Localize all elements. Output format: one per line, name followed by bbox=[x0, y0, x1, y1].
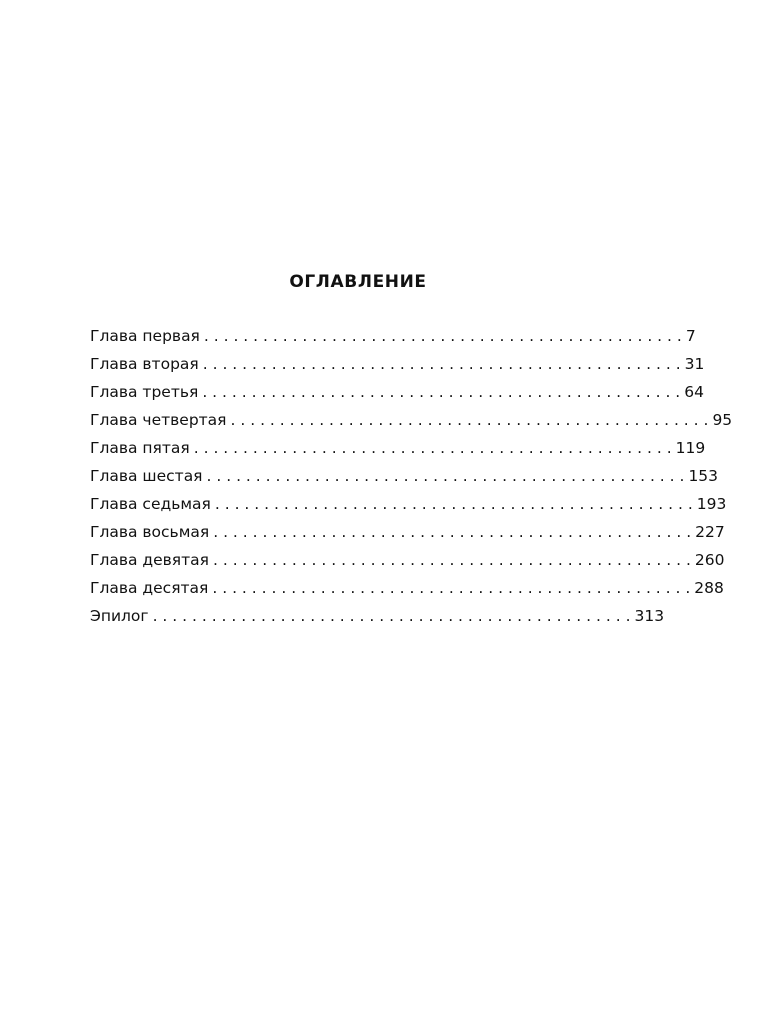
toc-entry-page: 313 bbox=[634, 607, 665, 625]
toc-entry-chapter-3[interactable] bbox=[90, 378, 704, 406]
toc-entry-label: Глава восьмая bbox=[90, 523, 210, 541]
dot-leader: . . . . . . . . . . . . . . . . . . . . . . . . . . . . . . . . . . . . . . . . . . . . . . . . . bbox=[206, 467, 685, 485]
toc-entry-chapter-10[interactable] bbox=[90, 574, 724, 602]
dot-leader: . . . . . . . . . . . . . . . . . . . . . . . . . . . . . . . . . . . . . . . . . . . . . . . . . bbox=[203, 327, 682, 345]
toc-entry-chapter-2[interactable] bbox=[90, 350, 705, 378]
toc-entry-page: 260 bbox=[694, 551, 725, 569]
toc-entry-label: Глава десятая bbox=[90, 579, 209, 597]
dot-leader: . . . . . . . . . . . . . . . . . . . . . . . . . . . . . . . . . . . . . . . . . . . . . . . . . bbox=[152, 607, 631, 625]
dot-leader: . . . . . . . . . . . . . . . . . . . . . . . . . . . . . . . . . . . . . . . . . . . . . . . . . bbox=[212, 551, 691, 569]
toc-entry-chapter-7[interactable] bbox=[90, 490, 727, 518]
toc-entry-page: 227 bbox=[695, 523, 725, 541]
toc-entry-label: Глава вторая bbox=[90, 355, 199, 373]
toc-entry-label: Глава четвертая bbox=[90, 411, 227, 429]
toc-title: ОГЛАВЛЕНИЕ bbox=[289, 272, 427, 292]
toc-entry-label: Глава девятая bbox=[90, 551, 209, 569]
toc-entry-chapter-5[interactable] bbox=[90, 434, 706, 462]
dot-leader: . . . . . . . . . . . . . . . . . . . . . . . . . . . . . . . . . . . . . . . . . . . . . . . . . bbox=[202, 383, 681, 401]
toc-entry-label: Глава третья bbox=[90, 383, 199, 401]
toc-entry-page: 193 bbox=[696, 495, 727, 513]
dot-leader: . . . . . . . . . . . . . . . . . . . . . . . . . . . . . . . . . . . . . . . . . . . . . . . . . bbox=[202, 355, 681, 373]
toc-entry-label: Глава первая bbox=[90, 327, 200, 345]
dot-leader: . . . . . . . . . . . . . . . . . . . . . . . . . . . . . . . . . . . . . . . . . . . . . . . . . bbox=[212, 579, 691, 597]
toc-entry-epilogue[interactable] bbox=[90, 602, 665, 630]
toc-entry-label: Глава шестая bbox=[90, 467, 203, 485]
dot-leader: . . . . . . . . . . . . . . . . . . . . . . . . . . . . . . . . . . . . . . . . . . . . . . . . . bbox=[213, 523, 692, 541]
toc-entry-chapter-9[interactable] bbox=[90, 546, 725, 574]
toc-entry-label: Эпилог bbox=[90, 607, 149, 625]
toc-entry-page: 119 bbox=[675, 439, 706, 457]
dot-leader: . . . . . . . . . . . . . . . . . . . . . . . . . . . . . . . . . . . . . . . . . . . . . . . . . bbox=[230, 411, 709, 429]
toc-entry-page: 64 bbox=[684, 383, 704, 401]
toc-entry-page: 7 bbox=[685, 327, 696, 345]
toc-entry-page: 95 bbox=[712, 411, 733, 429]
toc-entry-chapter-1[interactable] bbox=[90, 322, 696, 350]
toc-entry-page: 31 bbox=[684, 355, 705, 373]
dot-leader: . . . . . . . . . . . . . . . . . . . . . . . . . . . . . . . . . . . . . . . . . . . . . . . . . bbox=[193, 439, 672, 457]
toc-entry-page: 288 bbox=[694, 579, 724, 597]
toc-entry-chapter-4[interactable] bbox=[90, 406, 733, 434]
toc-entry-chapter-8[interactable] bbox=[90, 518, 725, 546]
dot-leader: . . . . . . . . . . . . . . . . . . . . . . . . . . . . . . . . . . . . . . . . . . . . . . . . . bbox=[214, 495, 693, 513]
toc-entry-label: Глава пятая bbox=[90, 439, 190, 457]
toc-entry-page: 153 bbox=[688, 467, 719, 485]
toc-entry-label: Глава седьмая bbox=[90, 495, 211, 513]
toc-list bbox=[90, 322, 733, 630]
toc-entry-chapter-6[interactable] bbox=[90, 462, 719, 490]
